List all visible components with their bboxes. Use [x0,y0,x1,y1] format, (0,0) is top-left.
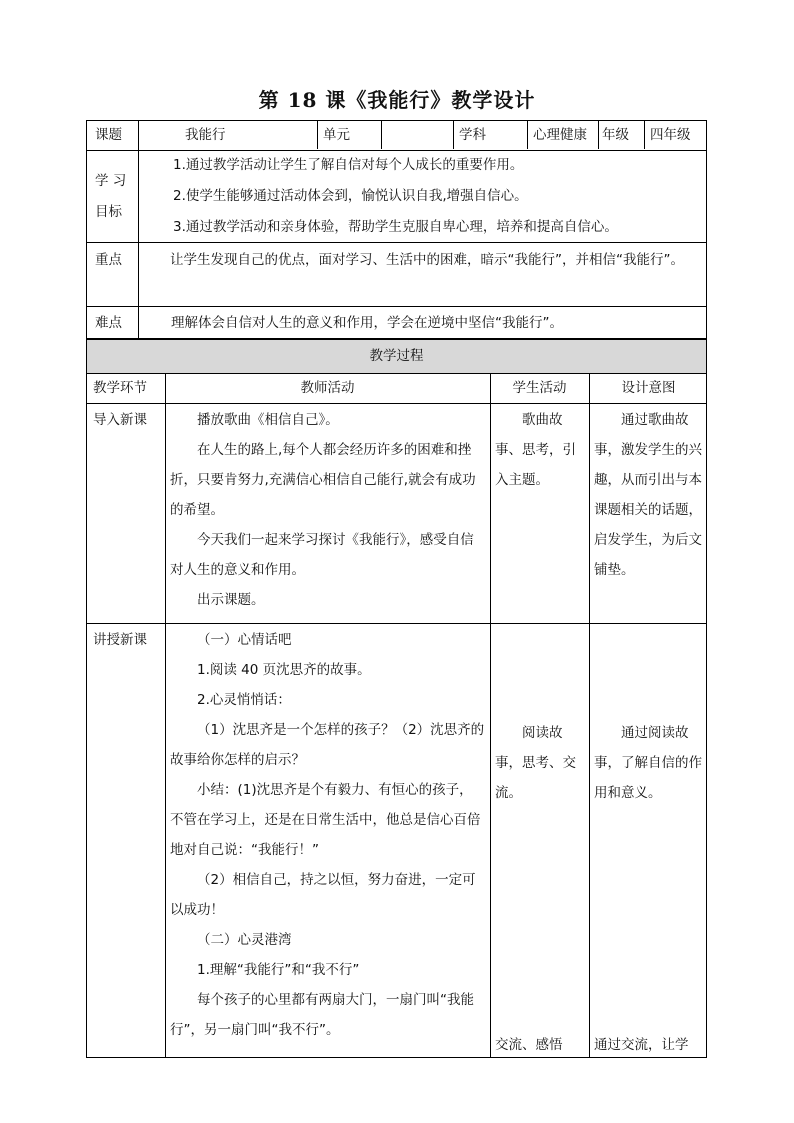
goals-label-line2: 目标 [95,204,122,220]
teacher-activity-para: 1.阅读 40 页沈思齐的故事。 [197,662,371,678]
teaching-process-table [86,339,707,1058]
difficulty-text: 理解体会自信对人生的意义和作用，学会在逆境中坚信“我能行”。 [171,315,563,331]
student-activity-reading: 阅读故事，思考、交流。 [495,725,576,801]
teacher-activity-para: 今天我们一起来学习探讨《我能行》，感受自信对人生的意义和作用。 [170,532,474,578]
teacher-activity-para: （一）心情话吧 [197,632,292,648]
teacher-activity-para: 出示课题。 [197,592,265,608]
student-activity-discussion: 交流、感悟 [495,1037,563,1053]
process-heading: 教学过程 [369,348,424,364]
stage-intro: 导入新课 [93,412,147,428]
page-title: 第 18 课《我能行》教学设计 [258,88,536,112]
goals-label-line1: 学 习 [95,173,127,189]
lesson-value: 我能行 [185,127,226,143]
key-point-label: 重点 [95,252,122,268]
grade-label: 年级 [602,127,629,143]
column-header-stage: 教学环节 [93,380,147,396]
design-intent-intro: 通过歌曲故事，激发学生的兴趣，从而引出与本课题相关的话题，启发学生，为后文铺垫。 [594,412,702,578]
goal-item: 2.使学生能够通过活动体会到，愉悦认识自我,增强自信心。 [173,188,528,204]
goal-item: 3.通过教学活动和亲身体验，帮助学生克服自卑心理，培养和提高自信心。 [173,219,618,235]
teacher-activity-para: （二）心灵港湾 [197,932,292,948]
teacher-activity-para: 2.心灵悄悄话： [197,692,291,708]
lesson-info-table [86,120,707,339]
teacher-activity-para: 1.理解“我能行”和“我不行” [197,962,360,978]
subject-label: 学科 [459,127,486,143]
unit-label: 单元 [323,127,350,143]
student-activity-intro: 歌曲故事、思考，引入主题。 [495,412,576,488]
teacher-activity-para: 小结：(1)沈思齐是个有毅力、有恒心的孩子，不管在学习上，还是在日常生活中，他总是信心百倍地对自己说：“我能行！” [170,782,481,858]
column-header-intent: 设计意图 [621,380,676,396]
lesson-label: 课题 [95,127,122,143]
stage-new-lesson: 讲授新课 [93,632,147,648]
key-point-text: 让学生发现自己的优点，面对学习、生活中的困难，暗示“我能行”，并相信“我能行”。 [170,252,684,268]
grade-value: 四年级 [650,127,691,143]
column-header-student: 学生活动 [512,380,567,396]
column-header-teacher: 教师活动 [300,380,355,396]
design-intent-discussion: 通过交流，让学 [594,1037,689,1053]
teacher-activity-para: 每个孩子的心里都有两扇大门，一扇门叫“我能行”，另一扇门叫“我不行”。 [170,992,474,1038]
teacher-activity-para: （1）沈思齐是一个怎样的孩子？（2）沈思齐的故事给你怎样的启示？ [170,722,485,768]
subject-value: 心理健康 [533,127,587,143]
teacher-activity-para: （2）相信自己，持之以恒，努力奋进，一定可以成功！ [170,872,476,918]
teacher-activity-para: 在人生的路上,每个人都会经历许多的困难和挫折，只要肯努力,充满信心相信自己能行,就会有成功的希望。 [170,442,476,518]
difficulty-label: 难点 [95,315,122,331]
goal-item: 1.通过教学活动让学生了解自信对每个人成长的重要作用。 [173,157,524,173]
design-intent-reading: 通过阅读故事，了解自信的作用和意义。 [594,725,702,801]
teacher-activity-para: 播放歌曲《相信自己》。 [197,412,339,428]
